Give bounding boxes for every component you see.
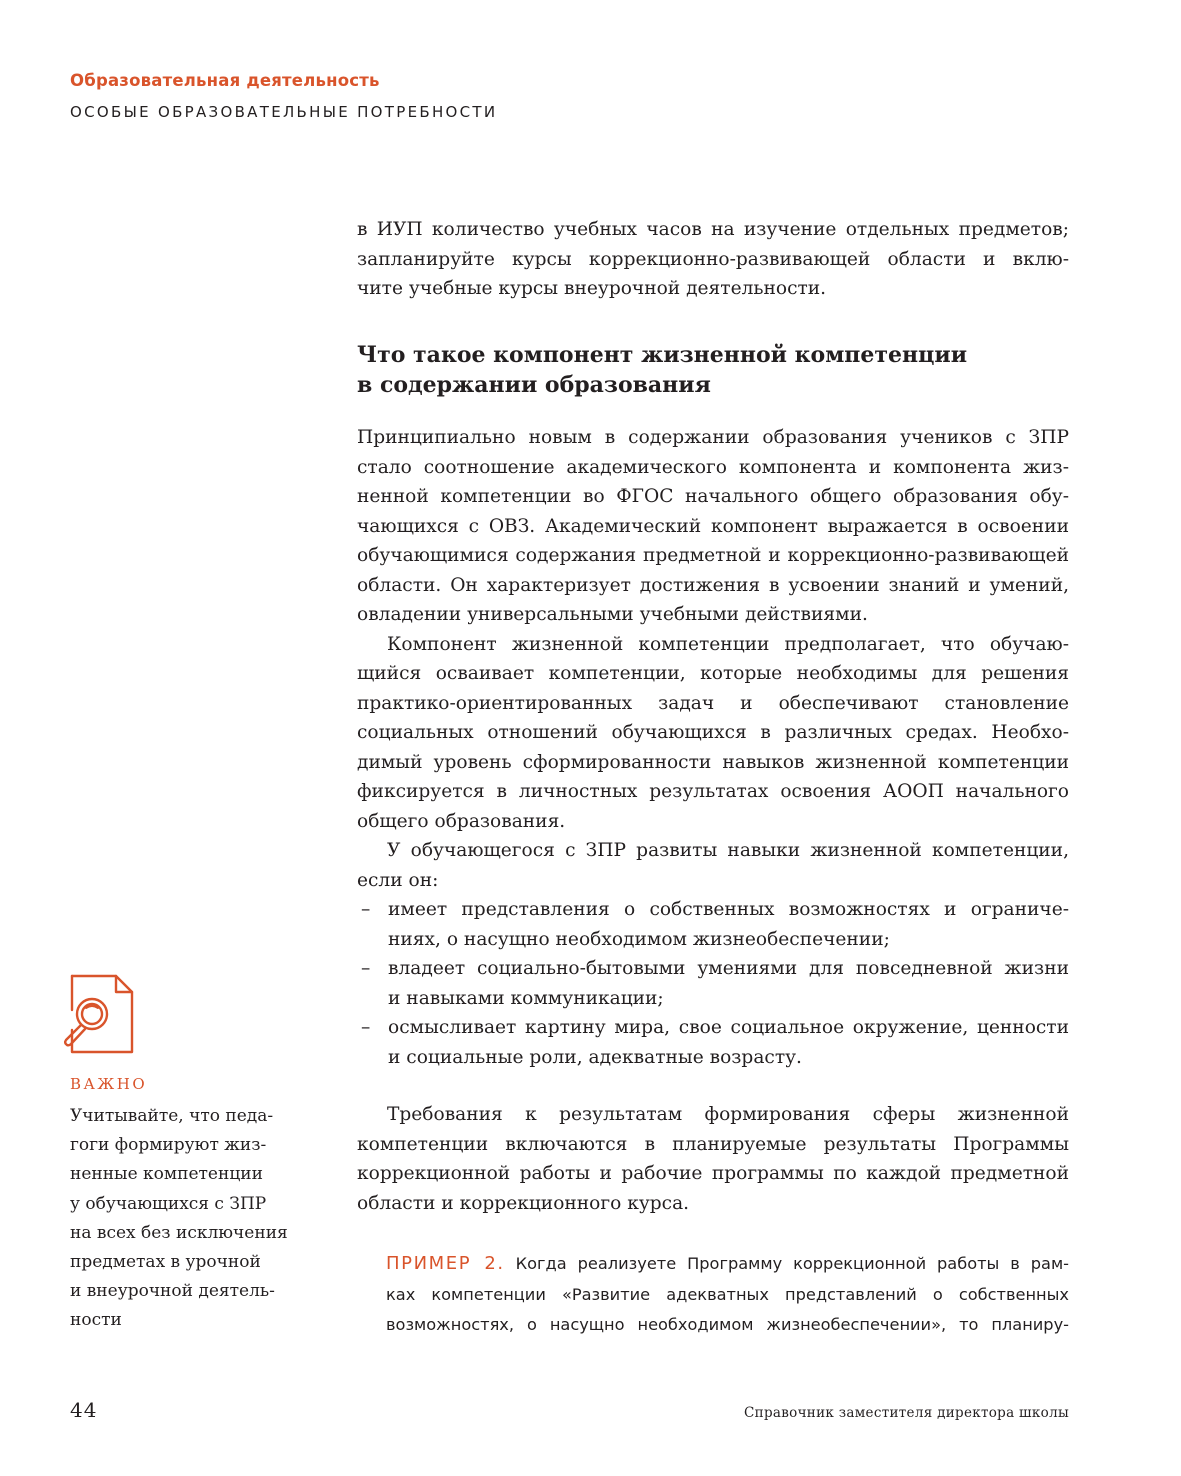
- note-line: на всех без исключения: [70, 1222, 288, 1243]
- subsection-title: ОСОБЫЕ ОБРАЗОВАТЕЛЬНЫЕ ПОТРЕБНОСТИ: [70, 103, 498, 121]
- text-line: если он:: [357, 869, 439, 891]
- example-line: возможностях, о насущно необходимом жизнеобеспечении», то планиру-: [386, 1315, 1069, 1334]
- note-line: у обучающихся с ЗПР: [70, 1193, 267, 1214]
- text-line: чающихся с ОВЗ. Академический компонент выражается в освоении: [357, 515, 1069, 537]
- body-text: [357, 423, 1069, 1072]
- note-line: гоги формируют жиз-: [70, 1135, 267, 1156]
- footer-title: Справочник заместителя директора школы: [744, 1405, 1069, 1421]
- list-item: [357, 895, 1069, 954]
- text-line: щийся осваивает компетенции, которые необходимы для решения: [357, 663, 1069, 684]
- paragraph-3: [357, 836, 1069, 895]
- bullet-dash: –: [361, 899, 371, 920]
- text-line: и социальные роли, адекватные возрасту.: [388, 1046, 802, 1068]
- text-line: области. Он характеризует достижения в усвоении знаний и умений,: [357, 574, 1069, 596]
- paragraph-4: [357, 1100, 1069, 1218]
- section-heading: [357, 340, 1069, 400]
- intro-paragraph: [357, 215, 1069, 304]
- note-line: Учитывайте, что педа-: [70, 1106, 274, 1126]
- example-line: ПРИМЕР 2. Когда реализуете Программу коррекционной работы в рам-: [386, 1253, 1069, 1274]
- important-note: [70, 1102, 290, 1336]
- page-number: 44: [70, 1398, 98, 1422]
- example-label: ПРИМЕР 2.: [386, 1253, 505, 1274]
- text-line: Принципиально новым в содержании образования учеников с ЗПР: [357, 427, 1069, 448]
- text-line: ненной компетенции во ФГОС начального общего образования обу-: [357, 486, 1069, 507]
- text-line: Требования к результатам формирования сферы жизненной: [387, 1104, 1069, 1125]
- text-line: ниях, о насущно необходимом жизнеобеспечении;: [388, 928, 890, 950]
- text-line: социальных отношений обучающихся в различных средах. Необхо-: [357, 722, 1069, 743]
- text-line: димый уровень сформированности навыков жизненной компетенции: [357, 751, 1069, 773]
- text-line: обучающимися содержания предметной и коррекционно-развивающей: [357, 545, 1069, 566]
- text-line: общего образования.: [357, 810, 566, 832]
- heading-line: в содержании образования: [357, 372, 711, 398]
- bullet-list: [357, 895, 1069, 1072]
- text-line: и навыками коммуникации;: [388, 987, 664, 1009]
- text-line: Компонент жизненной компетенции предполагает, что обучаю-: [387, 633, 1069, 655]
- bullet-dash: –: [361, 1017, 371, 1038]
- text-line: – имеет представления о собственных возможностях и ограниче-: [357, 895, 1069, 925]
- text-line: чите учебные курсы внеурочной деятельности.: [357, 278, 827, 299]
- text-line: – осмысливает картину мира, свое социальное окружение, ценности: [357, 1013, 1069, 1043]
- document-magnifier-icon: [62, 974, 136, 1056]
- heading-line: Что такое компонент жизненной компетенции: [357, 342, 968, 368]
- note-line: ненные компетенции: [70, 1164, 263, 1185]
- bullet-dash: –: [361, 958, 371, 979]
- list-item: [357, 954, 1069, 1013]
- text-line: фиксируется в личностных результатах освоения АООП начального: [357, 781, 1069, 802]
- example-line: ках компетенции «Развитие адекватных представлений о собственных: [386, 1284, 1069, 1304]
- text-line: стало соотношение академического компонента и компонента жиз-: [357, 456, 1069, 478]
- note-line: и внеурочной деятель-: [70, 1281, 275, 1302]
- important-label: ВАЖНО: [70, 1075, 148, 1093]
- text-line: практико-ориентированных задач и обеспечивают становление: [357, 692, 1069, 714]
- section-title: Образовательная деятельность: [70, 71, 380, 90]
- text-line: в ИУП количество учебных часов на изучение отдельных предметов;: [357, 219, 1069, 240]
- note-line: ности: [70, 1310, 122, 1331]
- text-line: коррекционной работы и рабочие программы по каждой предметной: [357, 1163, 1069, 1184]
- text-line: компетенции включаются в планируемые результаты Программы: [357, 1133, 1069, 1155]
- paragraph-2: [357, 630, 1069, 837]
- paragraph-1: [357, 423, 1069, 630]
- example-block: [386, 1249, 1069, 1341]
- text-line: запланируйте курсы коррекционно-развивающей области и вклю-: [357, 248, 1069, 270]
- text-line: овладении универсальными учебными действиями.: [357, 604, 868, 625]
- list-item: [357, 1013, 1069, 1072]
- text-line: – владеет социально-бытовыми умениями для повседневной жизни: [357, 954, 1069, 984]
- note-line: предметах в урочной: [70, 1251, 261, 1272]
- text-line: области и коррекционного курса.: [357, 1192, 690, 1214]
- text-line: У обучающегося с ЗПР развиты навыки жизненной компетенции,: [387, 840, 1069, 861]
